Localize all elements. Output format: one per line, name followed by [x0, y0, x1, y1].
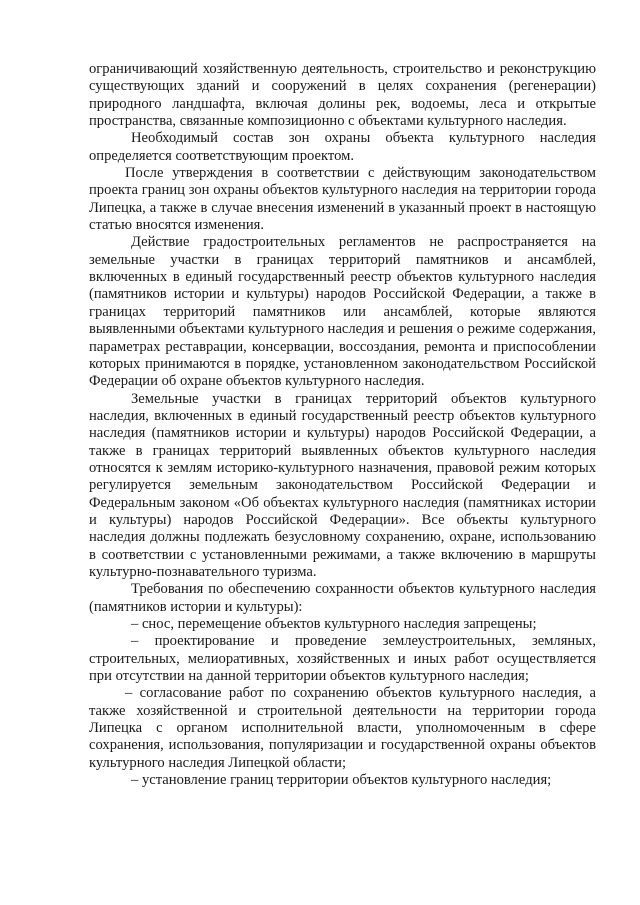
paragraph-after-approval: После утверждения в соответствии с действующим законодательством проекта границ зон охраны объектов культурного наследия на территории города Липецка, а также в случае внесения изменений в указанный проект в настоящую статью вносятся изменения.	[89, 165, 596, 234]
paragraph-continuation: ограничивающий хозяйственную деятельность, строительство и реконструкцию существующих зданий и сооружений в целях сохранения (регенерации) природного ландшафта, включая долины рек, водоемы, леса и открытые пространства, связанные композиционно с объектами культурного наследия.	[89, 61, 596, 130]
paragraph-land-plots: Земельные участки в границах территорий объектов культурного наследия, включенных в единый государственный реестр объектов культурного наследия (памятников истории и культуры) народов Российской Федерации, а также в границах территорий выявленных объектов культурного наследия относятся к землям историко-культурного назначения, правовой режим которых регулируется земельным законодательством Российской Федерации и Федеральным законом «Об объектах культурного наследия (памятниках истории и культуры) народов Российской Федерации». Все объекты культурного наследия должны подлежать безусловному сохранению, охране, использованию в соответствии с установленными режимами, а также включению в маршруты культурно-познавательного туризма.	[89, 390, 596, 580]
paragraph-regulations: Действие градостроительных регламентов не распространяется на земельные участки в границах территорий памятников и ансамблей, включенных в единый государственный реестр объектов культурного наследия (памятников истории и культуры) народов Российской Федерации, а также в границах территорий памятников или ансамблей, которые являются выявленными объектами культурного наследия и решения о режиме содержания, параметрах реставрации, консервации, воссоздания, ремонта и приспособлении которых принимаются в порядке, установленном законодательством Российской Федерации об охране объектов культурного наследия.	[89, 234, 596, 390]
paragraph-protection-zones: Необходимый состав зон охраны объекта культурного наследия определяется соответствующим проектом.	[89, 130, 596, 164]
list-item-demolition: – снос, перемещение объектов культурного наследия запрещены;	[131, 616, 537, 632]
list-item-design-works: – проектирование и проведение землеустроительных, земляных, строительных, мелиоративных, хозяйственных и иных работ осуществляется при отсутствии на данной территории объектов культурного наследия;	[89, 633, 596, 685]
list-item-coordination: – согласование работ по сохранению объектов культурного наследия, а также хозяйственной и строительной деятельности на территории города Липецка с органом исполнительной власти, уполномоченным в сфере сохранения, использования, популяризации и государственной охраны объектов культурного наследия Липецкой области;	[89, 685, 596, 771]
paragraph-requirements: Требования по обеспечению сохранности объектов культурного наследия (памятников истории и культуры):	[89, 581, 596, 615]
document-body	[89, 61, 596, 789]
list-item-boundaries: – установление границ территории объектов культурного наследия;	[131, 772, 552, 789]
